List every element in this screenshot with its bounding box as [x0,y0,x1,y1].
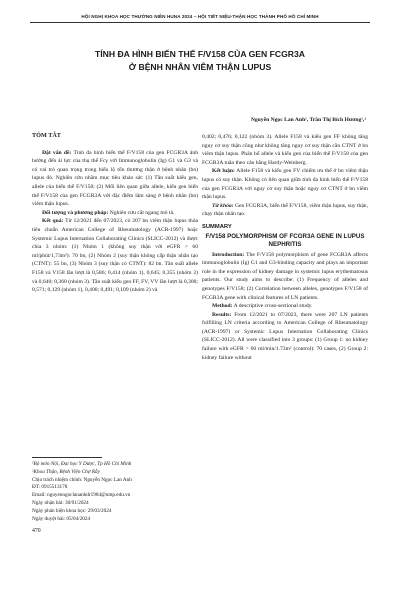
summary-results [202,311,368,363]
english-title: F/V158 POLYMORPHISM OF FCGR3A GENE IN LUPUS NEPHRITIS [205,232,365,248]
text-keywords: Gen FCGR3A, biến thể F/V158, viêm thận lupus, suy thận, chạy thận nhân tạo. [202,202,369,218]
label-background: Đặt vấn đề: [42,149,72,156]
page-number: 470 [32,528,41,534]
title-line-2: Ở BỆNH NHÂN VIÊM THẬN LUPUS [128,62,272,72]
footnotes [32,461,198,523]
email: Email: nguyenngoclananhdr1984@ump.edu.vn [32,492,131,499]
article-title [40,48,360,74]
abstract-background [32,149,198,209]
affiliation-1: ¹Bộ môn Nội, Đại học Y Dược, Tp Hồ Chí Minh [32,461,132,467]
text-methods: Nghiên cứu cắt ngang mô tả. [108,209,175,216]
left-column [32,132,198,295]
abstract-heading: TÓM TẮT [32,132,61,139]
abstract-conclusion [202,167,368,201]
header-rule [30,22,370,23]
summary-heading: SUMMARY [202,223,232,230]
summary-method [202,302,368,311]
phone: ĐT: 0915513178 [32,484,68,491]
title-line-1: TÍNH ĐA HÌNH BIẾN THỂ F/V158 CỦA GEN FCGR3A [95,49,305,59]
label-results-en: Results: [212,311,232,318]
running-header: HỘI NGHỊ KHOA HỌC THƯỜNG NIÊN HUNA 2024 – HỘI TIẾT NIỆU-THẬN HỌC THÀNH PHỐ HỒ CHÍ MINH [81,14,319,19]
label-results: Kết quả: [42,218,64,225]
label-methods: Đối tượng và phương pháp: [42,209,109,216]
abstract-methods [32,209,198,218]
label-conclusion: Kết luận: [212,168,235,175]
abstract-results [32,217,198,294]
summary-introduction [202,251,368,303]
text-method: A descriptive cross-sectional study. [232,303,313,310]
text-introduction: The F/V158 polymorphism of gene FCGR3A affects immunoglobulin (Ig) G1 and G3-binding capacity and plays an important role in the expression of kidney damage in systemic lupus erythematosus patients. Our study aims to describe: (1) Frequency of alleles and genotypes F/V158; (2) Correlation between alleles, genotypes F/V158 of FCGR3A gene with clinical features of LN patients. [202,251,368,301]
affiliation-2: ²Khoa Thận, Bệnh Viện Chợ Rẫy [32,468,100,475]
abstract-keywords [202,202,368,219]
label-keywords: Từ khóa: [212,202,234,209]
text-results-en: From 12/2021 to 07/2023, there were 207 LN patients fulfilling LN criteria according to American College of Rheumatology (ACR-1997) or Systemic Lupus Internation Collaborating Clinics (SLICC-2012). All were classified into 3 groups: (1) Group 1: no kidney failure with eGFR > 60 ml/min/1.73m² (control): 70 cases, (2) Group 2: kidney failure without [202,311,368,361]
date-reviewed: Ngày phản biện khoa học: 29/03/2024 [32,507,112,514]
text-conclusion: Allele F158 và kiểu gen FV chiếm ưu thế ở bn viêm thận lupus có suy thận. Không có liên quan giữa tính đa hình biến thể F/V158 của gen FCGR3A với nguy cơ suy thận hoặc nguy cơ CTNT ở bn viêm thận lupus. [202,168,369,201]
label-method: Method: [212,303,233,310]
text-results: Từ 12/2021 đến 07/2023, có 207 bn viêm thận lupus thỏa tiêu chuẩn American College of Rheumatology (ACR-1997) hoặc Systemic Lupus Internation Collaborating Clinics (SLICC-2012) và được chia 3 nhóm: (1) Nhóm 1 (không suy thận với eGFR > 60 ml/phút/1,73m²): 70 bn, (2) Nhóm 2 (suy thận không cấp thận nhân tạo (CTNT): 55 bn, (3) Nhóm 3 (suy thận có CTNT): 82 bn. Tần suất allele F158 và V158 lần lượt là 0,586; 0,414 (nhóm 1), 0,645; 0,355 (nhóm 2) và 0,640; 0,360 (nhóm 3). Tần suất kiểu gen FF, FV, VV lần lượt là 0,300; 0,571; 0,129 (nhóm 1), 0,400; 0,491; 0,109 (nhóm 2) và [32,218,198,294]
date-accepted: Ngày duyệt bài: 05/04/2024 [32,515,91,522]
corresponding-author: Chịu trách nhiệm chính: Nguyễn Ngọc Lan Anh [32,476,132,483]
footnote-rule [32,457,102,458]
label-introduction: Introduction: [212,251,245,258]
right-column [202,133,368,362]
date-received: Ngày nhận bài: 30/01/2024 [32,499,89,506]
text-background: Tính đa hình biến thể F/V158 của gen FCGR3A ảnh hưởng đến ái lực của thụ thể Fcγ với Immunoglobulin (Ig) G1 và G3 và có vai trò quan trọng trong biểu lộ tổn thương thận ở bệnh nhân (bn) lupus đỏ. Nghiên cứu nhằm mục tiêu khảo sát: (1) Tần suất kiểu gen, allele của biến thể F/V158; (2) Mối liên quan giữa allele, kiểu gen biến thể F/V158 của gen FCGR3A với đặc điểm lâm sàng ở bệnh nhân (bn) viêm thận lupus. [32,149,198,208]
results-continued: 0,402; 0,476; 0,122 (nhóm 3). Allele F158 và kiểu gen FF không tăng nguy cơ suy thận cũng như không tăng nguy cơ suy thận cần CTNT ở bn viêm thận lupus. Phân bố allele và kiểu gen của biến thể F/V158 của gen FCGR3A tuân theo cân bằng Hardy-Weinberg. [202,134,368,166]
author-list: Nguyễn Ngọc Lan Anh¹, Trần Thị Bích Hương¹,² [250,117,366,123]
